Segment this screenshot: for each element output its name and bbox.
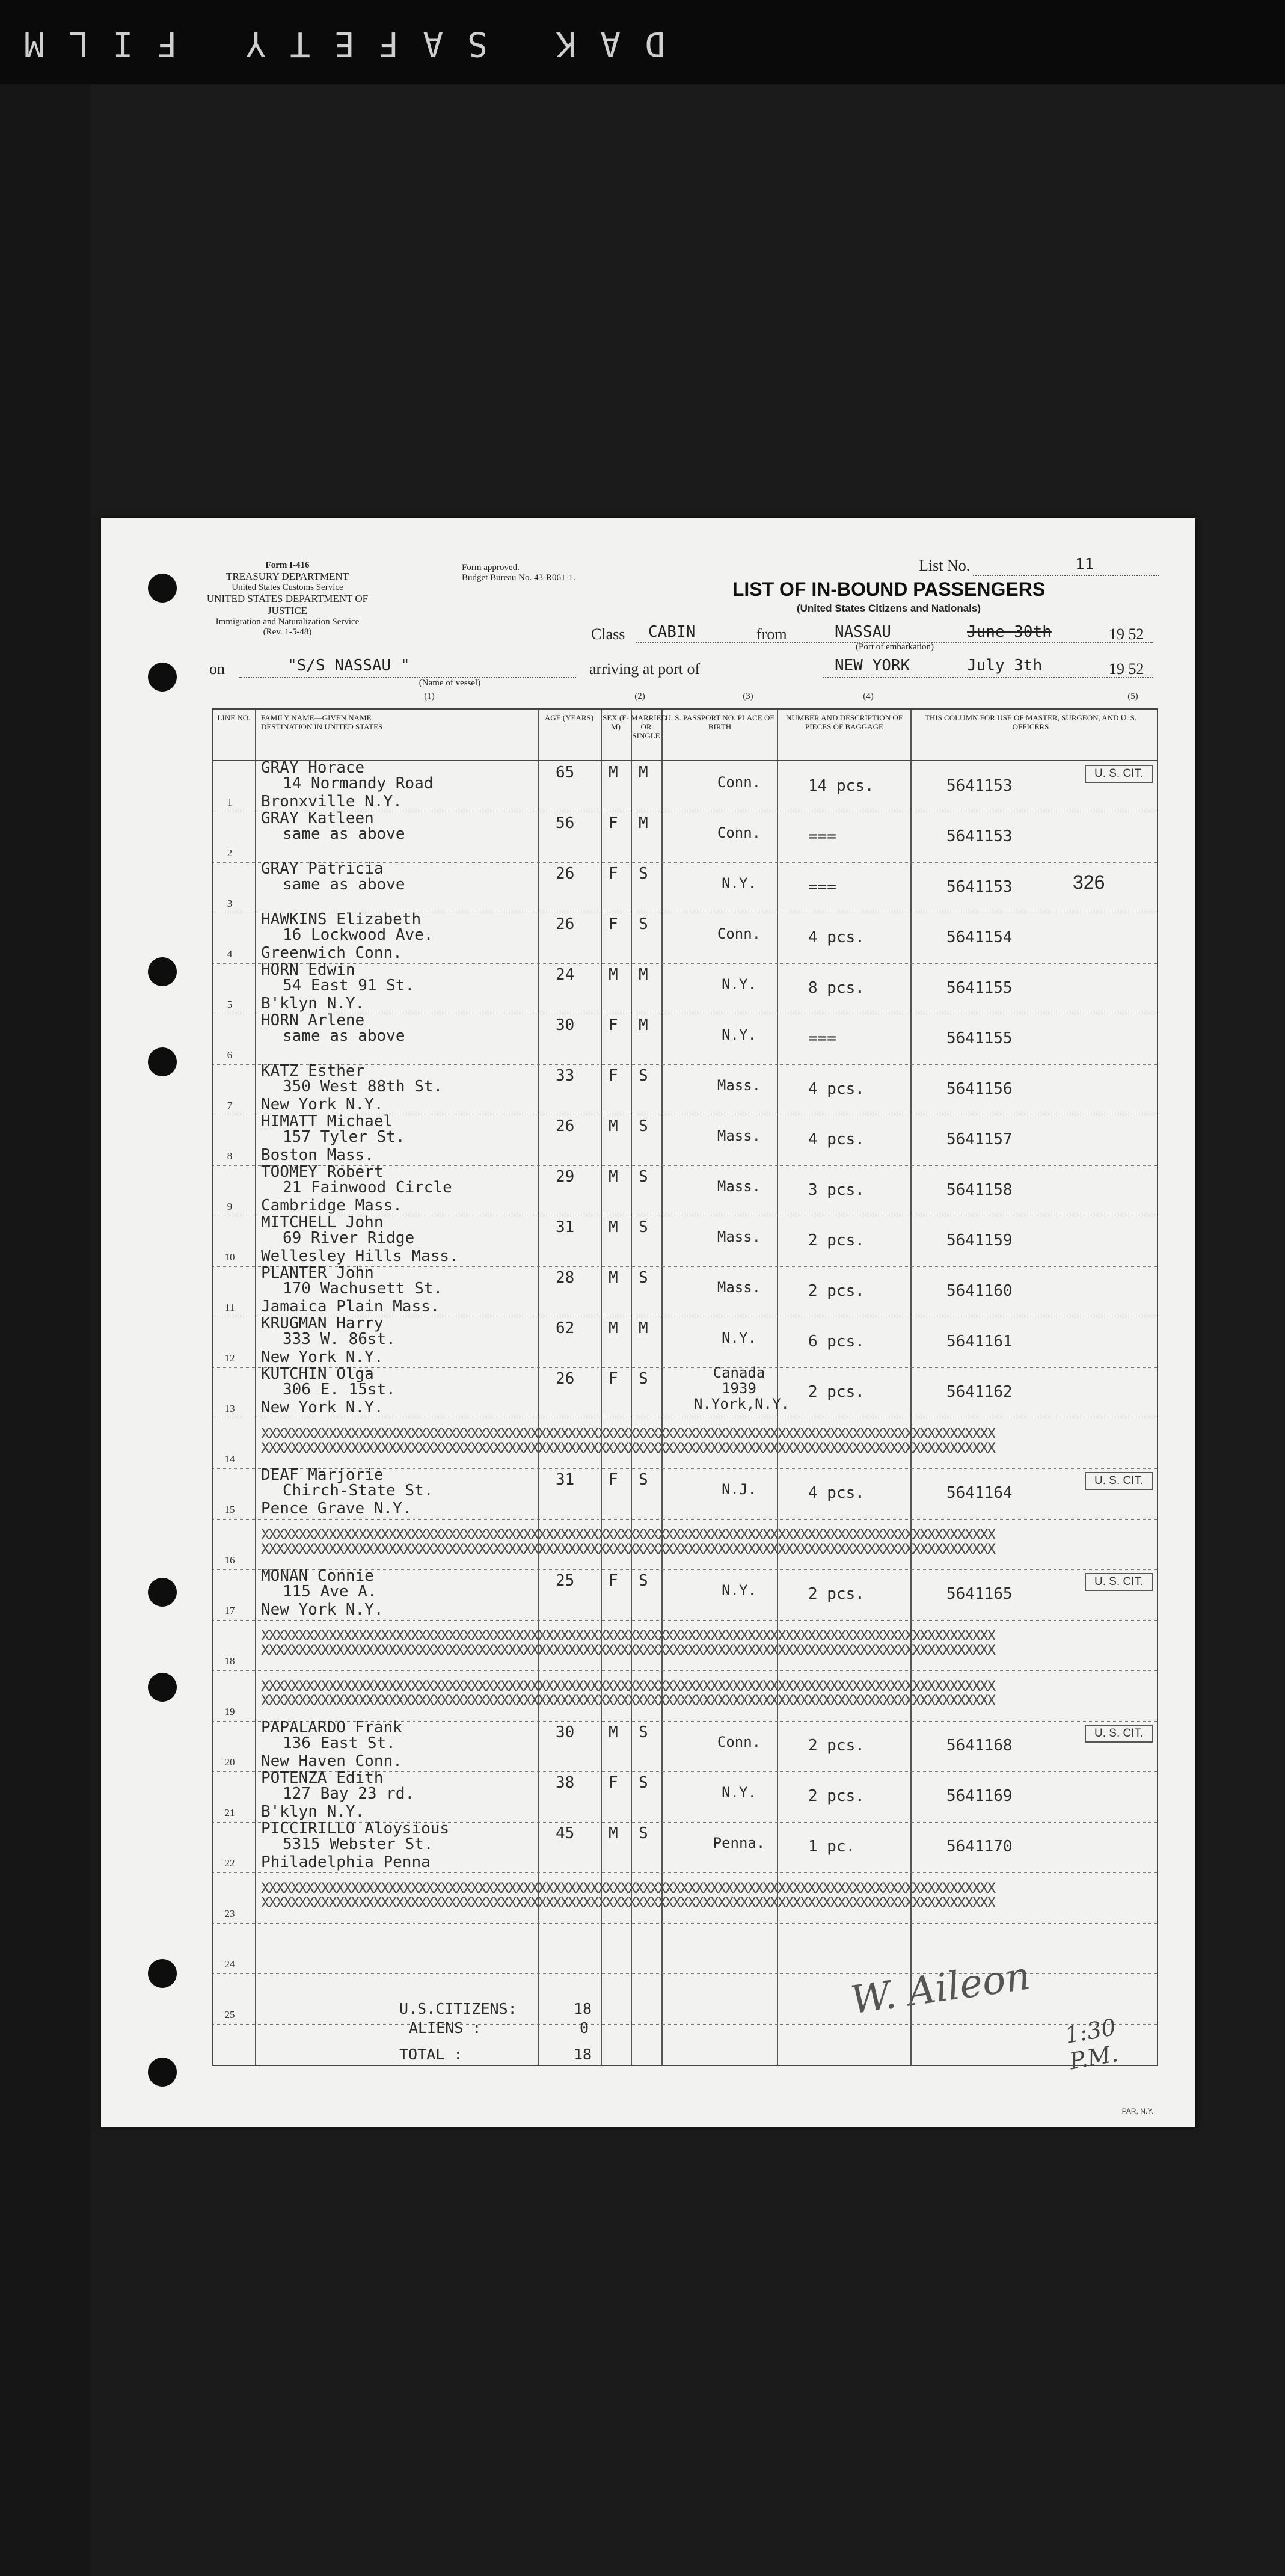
- marital-status: S: [639, 1824, 648, 1842]
- crossed-out-entry: XXXXXXXXXXXXXXXXXXXXXXXXXXXXXXXXXXXXXXXXXXXXXXXXXXXXXXXXXXXXXXXXXXXXXXXXXXXXXXXXXXXXXXXXXXXXXXXXXX XXXXXXXXXXXXXXXXXXXXXXXXXXXXXXXXXXXXXXXXXXXXXXXXXXXXXXXXXXXXXXXXXXXXXXXXXXXXXXXXXXXXXXXXXXXXXXXXXX: [261, 1426, 995, 1456]
- table-row: [213, 1822, 1157, 1873]
- list-no-line: [973, 575, 1159, 576]
- city-line: B'klyn N.Y.: [261, 1803, 365, 1821]
- officer-number: 5641169: [946, 1787, 1013, 1805]
- sex: F: [609, 1572, 618, 1590]
- line-number: 7: [227, 1100, 233, 1111]
- passenger-name: PLANTER John: [261, 1264, 374, 1282]
- total-label: TOTAL :: [399, 2046, 463, 2063]
- address-line: 136 East St.: [283, 1734, 396, 1752]
- film-edge: [0, 0, 1285, 84]
- table-row: [213, 963, 1157, 1014]
- marital-status: M: [639, 764, 648, 782]
- age: 26: [556, 1370, 575, 1388]
- officer-number: 5641164: [946, 1484, 1013, 1502]
- table-row: [213, 1670, 1157, 1722]
- officer-number: 5641156: [946, 1080, 1013, 1098]
- table-row: [213, 1872, 1157, 1924]
- table-row: [213, 1314, 1157, 1368]
- birthplace: Conn.: [717, 1734, 761, 1750]
- sex: M: [609, 1824, 618, 1842]
- sex: F: [609, 1774, 618, 1792]
- table-row: [213, 1213, 1157, 1267]
- table-row: [213, 1112, 1157, 1166]
- birthplace: N.Y.: [722, 875, 756, 892]
- city-line: New Haven Conn.: [261, 1752, 402, 1770]
- punch-hole: [148, 1578, 177, 1607]
- film-edge-text: DAK SAFETY FILM: [0, 24, 665, 63]
- age: 38: [556, 1774, 575, 1792]
- age: 31: [556, 1471, 575, 1489]
- crossed-out-entry: XXXXXXXXXXXXXXXXXXXXXXXXXXXXXXXXXXXXXXXXXXXXXXXXXXXXXXXXXXXXXXXXXXXXXXXXXXXXXXXXXXXXXXXXXXXXXXXXXX XXXXXXXXXXXXXXXXXXXXXXXXXXXXXXXXXXXXXXXXXXXXXXXXXXXXXXXXXXXXXXXXXXXXXXXXXXXXXXXXXXXXXXXXXXXXXXXXXX: [261, 1628, 995, 1658]
- sex: M: [609, 1168, 618, 1186]
- age: 26: [556, 1117, 575, 1135]
- officer-number: 5641165: [946, 1585, 1013, 1603]
- birthplace: N.Y.: [722, 1026, 756, 1043]
- city-line: Jamaica Plain Mass.: [261, 1298, 440, 1316]
- sex: F: [609, 915, 618, 933]
- passenger-name: MITCHELL John: [261, 1213, 384, 1231]
- table-row: [213, 1418, 1157, 1469]
- line-number: 3: [227, 898, 233, 909]
- age: 56: [556, 814, 575, 832]
- table-row: [213, 1569, 1157, 1621]
- officer-number: 5641162: [946, 1383, 1013, 1401]
- header-age: AGE (YEARS): [544, 713, 594, 722]
- departure-date: June 30th: [967, 623, 1052, 641]
- marital-status: S: [639, 1269, 648, 1287]
- officer-number: 5641160: [946, 1282, 1013, 1300]
- passenger-name: HORN Arlene: [261, 1011, 365, 1029]
- address-line: 21 Fainwood Circle: [283, 1179, 452, 1197]
- ins-service: Immigration and Naturalization Service: [215, 617, 360, 627]
- handwritten-note: 326: [1073, 871, 1105, 893]
- time-note: 1:30 P.M.: [1063, 2013, 1120, 2075]
- officer-number: 5641154: [946, 928, 1013, 946]
- line-number: 12: [224, 1352, 235, 1364]
- us-citizen-stamp: U. S. CIT.: [1085, 765, 1153, 783]
- us-citizen-stamp: U. S. CIT.: [1085, 1725, 1153, 1743]
- address-line: 157 Tyler St.: [283, 1128, 405, 1146]
- baggage: 3 pcs.: [808, 1181, 865, 1199]
- birthplace: Mass.: [717, 1228, 761, 1245]
- form-approved: Form approved.: [462, 563, 520, 572]
- arrival-line: [823, 677, 1153, 678]
- line-number: 13: [224, 1403, 235, 1414]
- us-citizen-stamp: U. S. CIT.: [1085, 1573, 1153, 1591]
- aliens-count: 0: [580, 2019, 589, 2037]
- column-number-5: (5): [1127, 692, 1138, 701]
- birthplace: Conn.: [717, 824, 761, 841]
- passenger-name: GRAY Patricia: [261, 860, 384, 878]
- passenger-name: MONAN Connie: [261, 1567, 374, 1585]
- header-name-destination: FAMILY NAME—GIVEN NAME DESTINATION IN UNITED STATES: [261, 713, 383, 731]
- officer-number: 5641155: [946, 1029, 1013, 1047]
- city-line: Pence Grave N.Y.: [261, 1500, 412, 1518]
- passenger-name: PAPALARDO Frank: [261, 1719, 402, 1737]
- passenger-table: [212, 692, 1158, 2075]
- line-number: 9: [227, 1201, 233, 1212]
- line-number: 1: [227, 797, 233, 808]
- line-number: 14: [224, 1453, 235, 1465]
- baggage: 2 pcs.: [808, 1231, 865, 1250]
- citizens-count: 18: [574, 2000, 592, 2017]
- address-line: 115 Ave A.: [283, 1583, 377, 1601]
- passenger-name: KUTCHIN Olga: [261, 1365, 374, 1383]
- passenger-name: HIMATT Michael: [261, 1112, 393, 1130]
- city-line: B'klyn N.Y.: [261, 995, 365, 1013]
- address-line: 127 Bay 23 rd.: [283, 1785, 415, 1803]
- header-passport-birth: U. S. PASSPORT NO. PLACE OF BIRTH: [665, 713, 774, 731]
- marital-status: M: [639, 814, 648, 832]
- line-number: 16: [224, 1554, 235, 1566]
- baggage: 1 pc.: [808, 1838, 856, 1856]
- customs-service: United States Customs Service: [232, 583, 343, 592]
- revision-date: (Rev. 1-5-48): [263, 627, 312, 637]
- document-title: LIST OF IN-BOUND PASSENGERS: [732, 578, 1046, 600]
- embarkation-port: NASSAU: [835, 623, 891, 641]
- baggage: 14 pcs.: [808, 777, 874, 795]
- birthplace: Penna.: [713, 1835, 765, 1851]
- birthplace: Mass.: [717, 1077, 761, 1094]
- city-line: New York N.Y.: [261, 1399, 384, 1417]
- officer-number: 5641158: [946, 1181, 1013, 1199]
- arrival-port: NEW YORK: [835, 657, 910, 675]
- address-line: same as above: [283, 825, 405, 843]
- arrival-year: 19 52: [1109, 660, 1144, 678]
- age: 25: [556, 1572, 575, 1590]
- column-number-1: (1): [424, 692, 435, 701]
- total-count: 18: [574, 2046, 592, 2063]
- table-row: [213, 862, 1157, 913]
- age: 26: [556, 915, 575, 933]
- birthplace: N.Y.: [722, 1784, 756, 1801]
- age: 62: [556, 1319, 575, 1337]
- passenger-name: KRUGMAN Harry: [261, 1314, 384, 1332]
- sex: F: [609, 1370, 618, 1388]
- line-number: 25: [224, 2009, 235, 2020]
- baggage: ===: [808, 1029, 836, 1047]
- line-number: 19: [224, 1706, 235, 1717]
- table-row: [213, 1468, 1157, 1520]
- sex: M: [609, 1723, 618, 1741]
- birthplace: N.Y.: [722, 976, 756, 993]
- sex: M: [609, 1218, 618, 1236]
- arrival-date: July 3th: [967, 657, 1043, 675]
- crossed-out-entry: XXXXXXXXXXXXXXXXXXXXXXXXXXXXXXXXXXXXXXXXXXXXXXXXXXXXXXXXXXXXXXXXXXXXXXXXXXXXXXXXXXXXXXXXXXXXXXXXXX XXXXXXXXXXXXXXXXXXXXXXXXXXXXXXXXXXXXXXXXXXXXXXXXXXXXXXXXXXXXXXXXXXXXXXXXXXXXXXXXXXXXXXXXXXXXXXXXXX: [261, 1881, 995, 1911]
- address-line: 350 West 88th St.: [283, 1078, 443, 1096]
- class-value: CABIN: [648, 623, 696, 641]
- baggage: 6 pcs.: [808, 1332, 865, 1351]
- marital-status: S: [639, 1067, 648, 1085]
- city-line: Cambridge Mass.: [261, 1197, 402, 1215]
- baggage: 2 pcs.: [808, 1383, 865, 1401]
- officer-number: 5641153: [946, 827, 1013, 845]
- vessel-note: (Name of vessel): [419, 678, 481, 688]
- aliens-label: ALIENS :: [409, 2019, 482, 2037]
- baggage: 2 pcs.: [808, 1282, 865, 1300]
- table-row: [213, 1064, 1157, 1115]
- city-line: Greenwich Conn.: [261, 944, 402, 962]
- baggage: 4 pcs.: [808, 1080, 865, 1098]
- departure-year: 19 52: [1109, 625, 1144, 643]
- line-number: 21: [224, 1807, 235, 1818]
- officer-number: 5641161: [946, 1332, 1013, 1351]
- marital-status: S: [639, 1471, 648, 1489]
- birthplace: Canada 1939 N.York,N.Y.: [694, 1364, 790, 1412]
- arriving-label: arriving at port of: [589, 660, 701, 678]
- passenger-name: GRAY Katleen: [261, 809, 374, 827]
- table-row: [213, 1519, 1157, 1570]
- line-number: 2: [227, 847, 233, 859]
- marital-status: S: [639, 1572, 648, 1590]
- officer-number: 5641168: [946, 1737, 1013, 1755]
- sex: M: [609, 1117, 618, 1135]
- row-divider: [213, 2024, 1157, 2025]
- birthplace: Mass.: [717, 1279, 761, 1296]
- from-label: from: [756, 625, 787, 643]
- header-sex: SEX (F-M): [603, 713, 629, 731]
- birthplace: Conn.: [717, 925, 761, 942]
- birthplace: Mass.: [717, 1127, 761, 1144]
- passenger-name: POTENZA Edith: [261, 1769, 384, 1787]
- crossed-out-entry: XXXXXXXXXXXXXXXXXXXXXXXXXXXXXXXXXXXXXXXXXXXXXXXXXXXXXXXXXXXXXXXXXXXXXXXXXXXXXXXXXXXXXXXXXXXXXXXXXX XXXXXXXXXXXXXXXXXXXXXXXXXXXXXXXXXXXXXXXXXXXXXXXXXXXXXXXXXXXXXXXXXXXXXXXXXXXXXXXXXXXXXXXXXXXXXXXXXX: [261, 1679, 995, 1709]
- address-line: 333 W. 86st.: [283, 1330, 396, 1348]
- address-line: 5315 Webster St.: [283, 1835, 434, 1853]
- marital-status: S: [639, 1370, 648, 1388]
- table-row: [213, 1165, 1157, 1216]
- on-label: on: [209, 660, 225, 678]
- punch-hole: [148, 1673, 177, 1702]
- baggage: 2 pcs.: [808, 1787, 865, 1805]
- address-line: 16 Lockwood Ave.: [283, 926, 434, 944]
- city-line: Boston Mass.: [261, 1146, 374, 1164]
- line-number: 6: [227, 1049, 233, 1061]
- baggage: ===: [808, 878, 836, 896]
- baggage: 4 pcs.: [808, 928, 865, 946]
- column-number-3: (3): [743, 692, 753, 701]
- officer-number: 5641153: [946, 878, 1013, 896]
- baggage: 2 pcs.: [808, 1585, 865, 1603]
- birthplace: N.J.: [722, 1481, 756, 1498]
- passenger-name: HORN Edwin: [261, 961, 355, 979]
- inspector-signature: W. Aileon: [848, 1954, 1033, 2023]
- city-line: Wellesley Hills Mass.: [261, 1247, 459, 1265]
- sex: F: [609, 1016, 618, 1034]
- line-number: 24: [224, 1958, 235, 1970]
- passenger-name: DEAF Marjorie: [261, 1466, 384, 1484]
- age: 28: [556, 1269, 575, 1287]
- birthplace: Conn.: [717, 774, 761, 791]
- officer-number: 5641159: [946, 1231, 1013, 1250]
- age: 24: [556, 966, 575, 984]
- table-row: [213, 1266, 1157, 1317]
- marital-status: M: [639, 1319, 648, 1337]
- address-line: 54 East 91 St.: [283, 977, 415, 995]
- list-no-value: 11: [1075, 556, 1094, 574]
- address-line: 14 Normandy Road: [283, 774, 434, 793]
- header-line-no: LINE NO.: [217, 713, 251, 722]
- officer-number: 5641170: [946, 1838, 1013, 1856]
- treasury-dept: TREASURY DEPARTMENT: [225, 571, 349, 582]
- age: 26: [556, 865, 575, 883]
- birthplace: Mass.: [717, 1178, 761, 1195]
- sex: M: [609, 1319, 618, 1337]
- passenger-name: KATZ Esther: [261, 1062, 365, 1080]
- passenger-list-document: [101, 518, 1195, 2127]
- punch-hole: [148, 1959, 177, 1988]
- sex: M: [609, 1269, 618, 1287]
- officer-number: 5641155: [946, 979, 1013, 997]
- address-line: 170 Wachusett St.: [283, 1280, 443, 1298]
- age: 31: [556, 1218, 575, 1236]
- budget-bureau: Budget Bureau No. 43-R061-1.: [462, 573, 575, 583]
- passenger-name: GRAY Horace: [261, 759, 365, 777]
- marital-status: S: [639, 915, 648, 933]
- punch-hole: [148, 957, 177, 986]
- city-line: Bronxville N.Y.: [261, 793, 402, 811]
- sex: F: [609, 1067, 618, 1085]
- header-baggage: NUMBER AND DESCRIPTION OF PIECES OF BAGGAGE: [786, 713, 903, 731]
- birthplace: N.Y.: [722, 1582, 756, 1599]
- table-row: [213, 1364, 1157, 1418]
- city-line: New York N.Y.: [261, 1601, 384, 1619]
- vessel-name: "S/S NASSAU ": [287, 657, 410, 675]
- officer-number: 5641157: [946, 1130, 1013, 1148]
- age: 45: [556, 1824, 575, 1842]
- document-subtitle: (United States Citizens and Nationals): [796, 603, 981, 614]
- age: 33: [556, 1067, 575, 1085]
- marital-status: M: [639, 966, 648, 984]
- sex: M: [609, 764, 618, 782]
- line-number: 11: [224, 1302, 235, 1313]
- city-line: New York N.Y.: [261, 1348, 384, 1366]
- city-line: New York N.Y.: [261, 1096, 384, 1114]
- marital-status: S: [639, 1168, 648, 1186]
- address-line: Chirch-State St.: [283, 1482, 434, 1500]
- table-row: [213, 1721, 1157, 1772]
- table-row: [213, 809, 1157, 863]
- marital-status: S: [639, 1117, 648, 1135]
- marital-status: S: [639, 1723, 648, 1741]
- punch-hole: [148, 2058, 177, 2087]
- marital-status: S: [639, 1774, 648, 1792]
- address-line: same as above: [283, 876, 405, 894]
- baggage: 2 pcs.: [808, 1737, 865, 1755]
- printer-mark: PAR, N.Y.: [1121, 2107, 1153, 2115]
- list-no-label: List No.: [919, 557, 971, 574]
- line-number: 4: [227, 948, 233, 960]
- line-number: 17: [224, 1605, 235, 1616]
- age: 29: [556, 1168, 575, 1186]
- line-number: 15: [224, 1504, 235, 1515]
- age: 30: [556, 1016, 575, 1034]
- header-officers: THIS COLUMN FOR USE OF MASTER, SURGEON, AND U. S. OFFICERS: [924, 713, 1137, 731]
- baggage: 8 pcs.: [808, 979, 865, 997]
- line-number: 5: [227, 999, 233, 1010]
- address-line: same as above: [283, 1027, 405, 1045]
- officer-number: 5641153: [946, 777, 1013, 795]
- header-agency-block: [197, 560, 378, 637]
- line-number: 18: [224, 1655, 235, 1667]
- baggage: 4 pcs.: [808, 1484, 865, 1502]
- header-marital: MARRIED OR SINGLE: [631, 713, 667, 740]
- marital-status: M: [639, 1016, 648, 1034]
- embarkation-note: (Port of embarkation): [856, 642, 934, 652]
- passenger-name: HAWKINS Elizabeth: [261, 910, 422, 928]
- baggage: ===: [808, 827, 836, 845]
- justice-dept: UNITED STATES DEPARTMENT OF JUSTICE: [206, 593, 369, 616]
- sex: F: [609, 814, 618, 832]
- passenger-name: TOOMEY Robert: [261, 1163, 384, 1181]
- column-number-4: (4): [863, 692, 874, 701]
- table-row: [213, 1771, 1157, 1823]
- table-row: [213, 1011, 1157, 1065]
- age: 30: [556, 1723, 575, 1741]
- marital-status: S: [639, 865, 648, 883]
- citizens-label: U.S.CITIZENS:: [399, 2000, 517, 2017]
- us-citizen-stamp: U. S. CIT.: [1085, 1472, 1153, 1490]
- passenger-name: PICCIRILLO Aloysious: [261, 1820, 450, 1838]
- line-number: 10: [224, 1251, 235, 1263]
- sex: M: [609, 966, 618, 984]
- marital-status: S: [639, 1218, 648, 1236]
- table-row: [213, 1620, 1157, 1671]
- sex: F: [609, 865, 618, 883]
- class-label: Class: [591, 625, 625, 643]
- punch-hole: [148, 574, 177, 603]
- line-number: 22: [224, 1857, 235, 1869]
- address-line: 306 E. 15st.: [283, 1381, 396, 1399]
- line-number: 23: [224, 1908, 235, 1919]
- form-number: Form I-416: [265, 560, 310, 570]
- film-left-strip: [0, 84, 90, 2576]
- baggage: 4 pcs.: [808, 1130, 865, 1148]
- table-row: [213, 910, 1157, 964]
- crossed-out-entry: XXXXXXXXXXXXXXXXXXXXXXXXXXXXXXXXXXXXXXXXXXXXXXXXXXXXXXXXXXXXXXXXXXXXXXXXXXXXXXXXXXXXXXXXXXXXXXXXXX XXXXXXXXXXXXXXXXXXXXXXXXXXXXXXXXXXXXXXXXXXXXXXXXXXXXXXXXXXXXXXXXXXXXXXXXXXXXXXXXXXXXXXXXXXXXXXXXXX: [261, 1527, 995, 1557]
- line-number: 20: [224, 1756, 235, 1768]
- approval-block: [462, 563, 642, 583]
- birthplace: N.Y.: [722, 1329, 756, 1346]
- age: 65: [556, 764, 575, 782]
- punch-hole: [148, 663, 177, 692]
- punch-hole: [148, 1047, 177, 1076]
- line-number: 8: [227, 1150, 233, 1162]
- city-line: Philadelphia Penna: [261, 1853, 431, 1871]
- sex: F: [609, 1471, 618, 1489]
- address-line: 69 River Ridge: [283, 1229, 415, 1247]
- column-number-2: (2): [634, 692, 645, 701]
- table-row: [213, 761, 1157, 812]
